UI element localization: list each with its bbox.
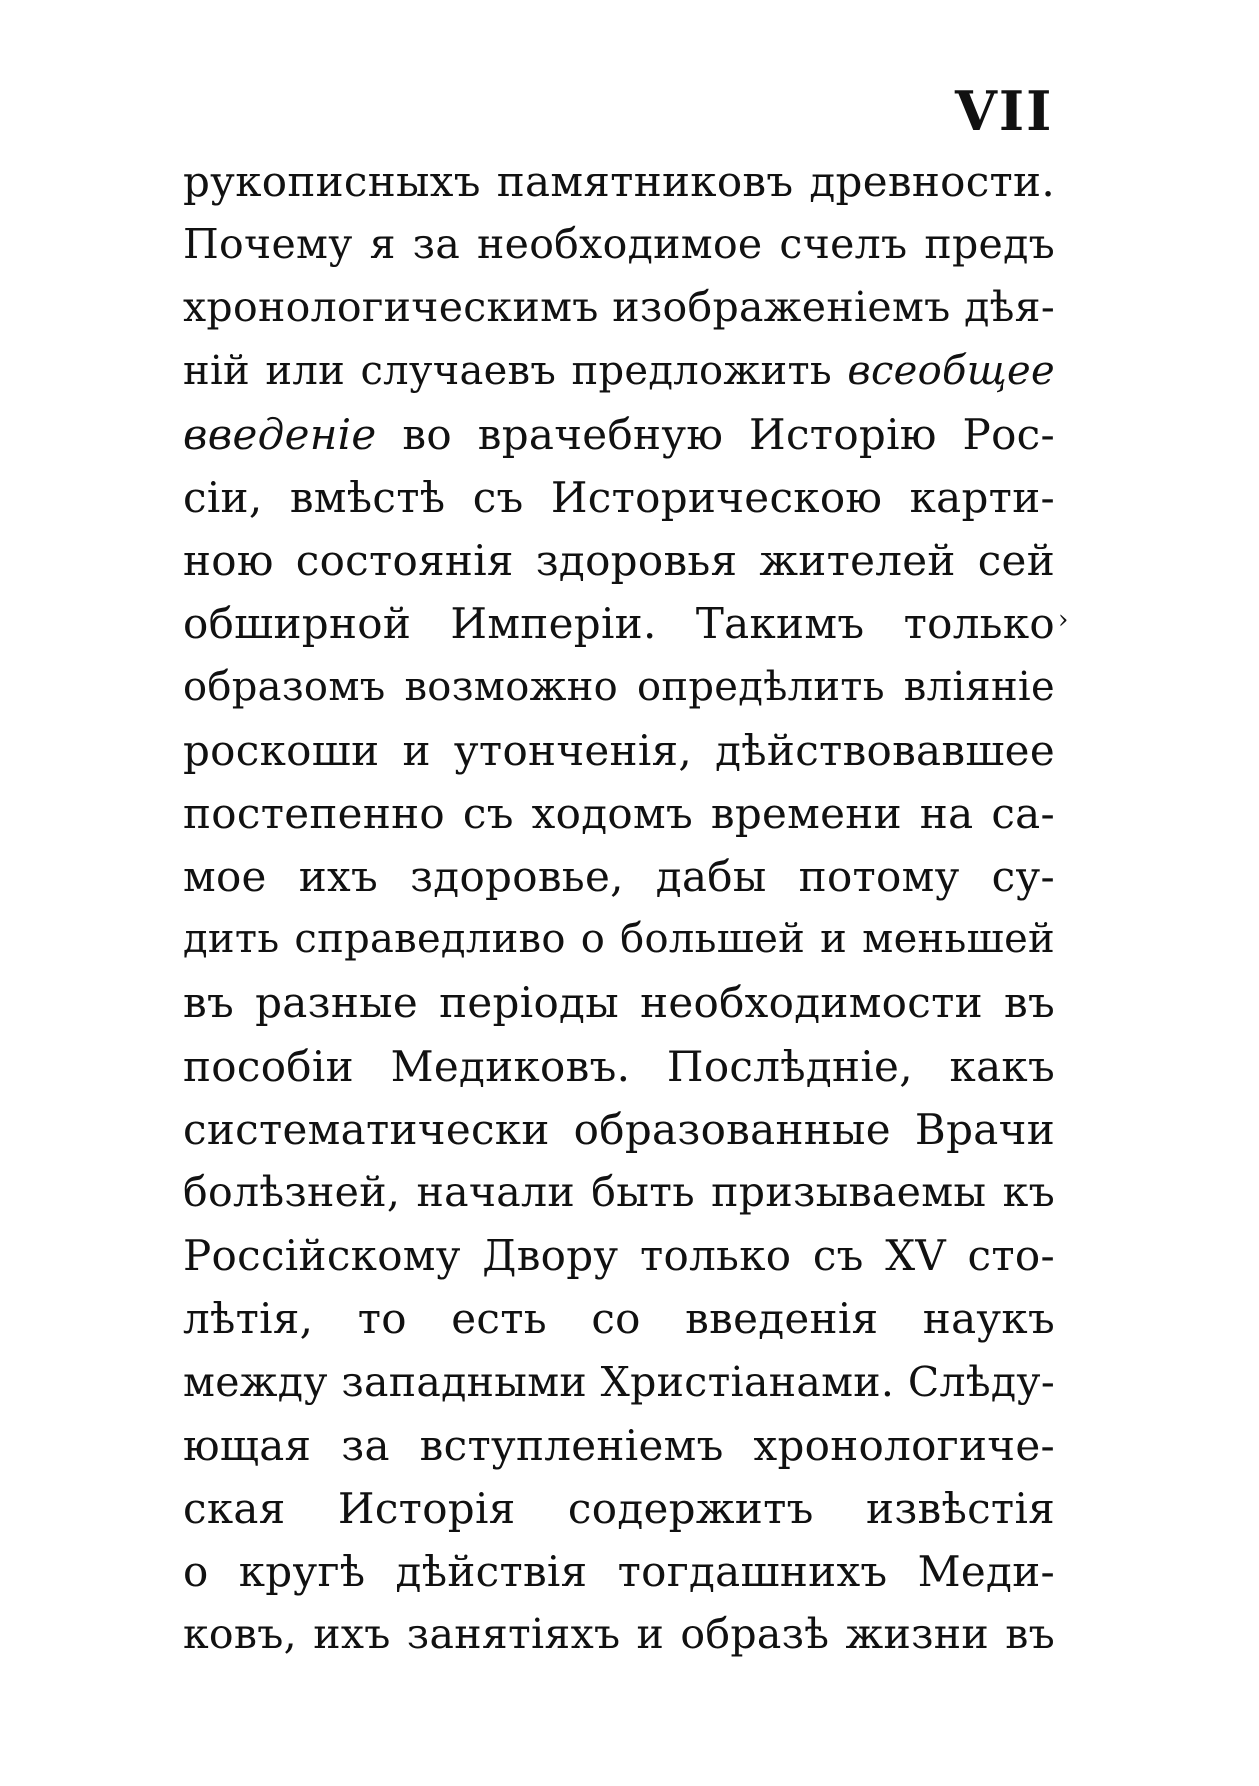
text-line: ская Исторiя содержитъ извѣстiя: [183, 1483, 1055, 1533]
body-text: [183, 150, 1055, 1667]
text-line: дить справедливо о большей и меньшей: [183, 916, 1055, 963]
text-line: пособiи Медиковъ. Послѣднiе, какъ: [183, 1041, 1055, 1091]
text-segment: во врачебную Исторiю Рос-: [376, 409, 1055, 459]
italic-phrase: введенiе: [183, 409, 377, 459]
margin-mark: ›: [1058, 605, 1069, 635]
text-line: ною состоянiя здоровья жителей сей: [183, 536, 1055, 586]
text-line: мое ихъ здоровье, дабы потому су-: [183, 852, 1055, 902]
text-line: систематически образованные Врачи: [183, 1104, 1055, 1154]
text-segment: нiй или случаевъ предложить: [183, 347, 848, 394]
italic-phrase: всеобщее: [847, 347, 1055, 394]
text-line: постепенно съ ходомъ времени на са-: [183, 788, 1055, 838]
text-line: образомъ возможно опредѣлить влiянiе: [183, 663, 1055, 710]
text-line: лѣтiя, то есть со введенiя наукъ: [183, 1294, 1055, 1344]
text-line: Почему я за необходимое счелъ предъ: [183, 220, 1055, 269]
page-number: VII: [955, 79, 1054, 143]
text-line: обширной Имперiи. Такимъ только: [183, 599, 1055, 649]
text-line: роскоши и утонченiя, дѣйствовавшее: [183, 725, 1055, 775]
text-line: ковъ, ихъ занятiяхъ и образѣ жизни въ: [183, 1610, 1055, 1659]
text-line: о кругѣ дѣйствiя тогдашнихъ Меди-: [183, 1547, 1055, 1597]
text-line: [183, 403, 1055, 466]
text-line: въ разные перiоды необходимости въ: [183, 978, 1055, 1028]
text-line: хронологическимъ изображенiемъ дѣя-: [183, 283, 1055, 332]
text-line: сiи, вмѣстѣ съ Историческою карти-: [183, 472, 1055, 522]
text-line: [183, 340, 1055, 403]
text-line: болѣзней, начали быть призываемы къ: [183, 1168, 1055, 1216]
text-line: между западными Христiанами. Слѣду-: [183, 1357, 1055, 1406]
text-line: ющая за вступленiемъ хронологиче-: [183, 1420, 1055, 1470]
text-line: рукописныхъ памятниковъ древности.: [183, 157, 1055, 206]
text-line: Россiйскому Двору только съ XV сто-: [183, 1231, 1055, 1281]
